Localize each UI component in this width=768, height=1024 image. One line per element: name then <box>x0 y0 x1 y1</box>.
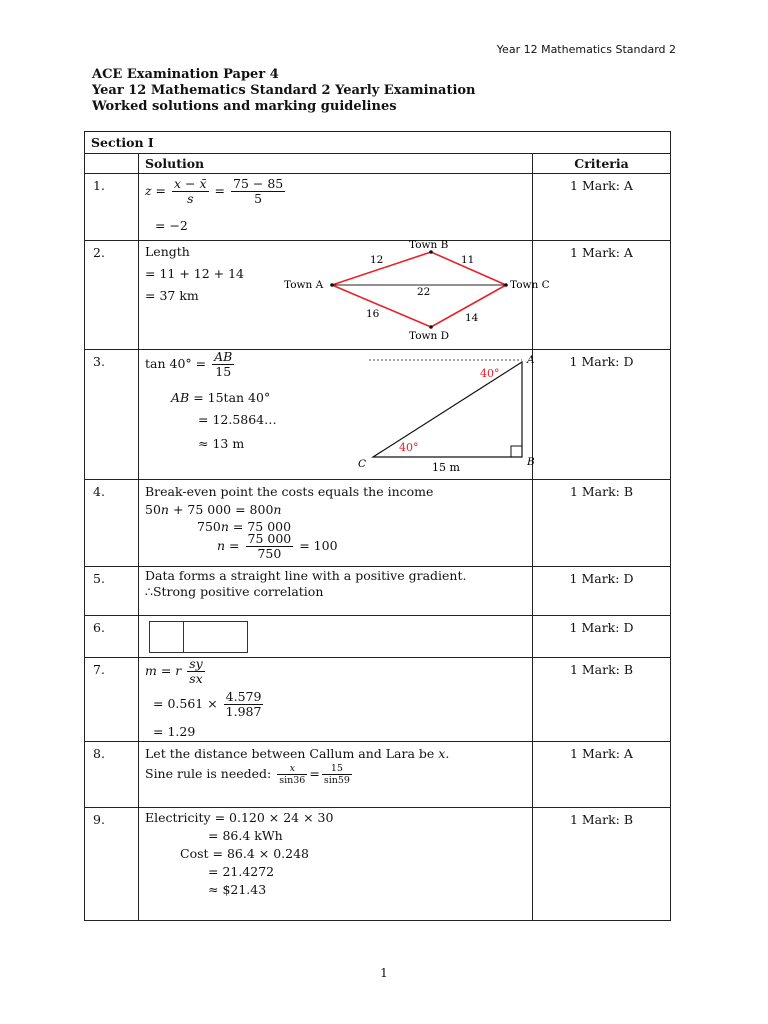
denominator: 15 <box>215 364 232 379</box>
variable-n: n <box>273 502 282 517</box>
document-heading <box>92 67 476 115</box>
solution-text: Let the distance between Callum and Lara be <box>145 746 439 761</box>
solution-line: ≈ 13 m <box>198 436 245 451</box>
table-row <box>85 480 671 567</box>
running-header: Year 12 Mathematics Standard 2 <box>496 43 676 56</box>
right-angle-marker <box>511 446 522 457</box>
edge-bc-label: 11 <box>461 254 475 266</box>
answer-image-frame <box>149 621 248 653</box>
table-header-row <box>85 154 671 174</box>
table-row <box>85 742 671 808</box>
criteria-cell: 1 Mark: A <box>533 241 671 350</box>
edge-ad-label: 16 <box>366 308 380 320</box>
criteria-cell: 1 Mark: B <box>533 808 671 921</box>
criteria-cell: 1 Mark: D <box>533 350 671 480</box>
table-row <box>85 616 671 658</box>
solution-cell <box>139 742 533 808</box>
solutions-table <box>84 131 671 921</box>
gradient-lhs: m = r <box>145 663 182 678</box>
variable-n: n <box>220 519 229 534</box>
solution-text: 750 <box>197 519 221 534</box>
solution-text: + 75 000 = 800 <box>168 502 274 517</box>
solution-line: = 37 km <box>145 288 199 303</box>
variable-x: x <box>438 746 446 761</box>
fraction <box>187 657 204 686</box>
denominator: s <box>187 191 194 206</box>
question-number: 1. <box>85 174 139 241</box>
criteria-cell: 1 Mark: B <box>533 658 671 742</box>
table-row <box>85 808 671 921</box>
fraction <box>322 763 352 786</box>
question-number: 2. <box>85 241 139 350</box>
town-a-label: Town A <box>284 279 324 291</box>
solution-line: Length <box>145 244 190 259</box>
table-row <box>85 174 671 241</box>
numerator: 75 000 <box>247 531 292 546</box>
frame-divider <box>183 622 184 652</box>
ab-symbol: AB <box>171 390 190 405</box>
town-c-label: Town C <box>510 279 550 291</box>
solution-cell <box>139 480 533 567</box>
solution-cell <box>139 239 550 350</box>
vertex-d <box>429 325 433 329</box>
fraction <box>246 532 294 561</box>
solution-text: Sine rule is needed: <box>145 766 272 781</box>
denominator: 750 <box>257 546 282 561</box>
heading-line-3: Worked solutions and marking guidelines <box>92 99 397 114</box>
town-b-label: Town B <box>409 239 449 251</box>
solution-line: = 11 + 12 + 14 <box>145 266 245 281</box>
solution-line <box>153 690 265 719</box>
solution-line: = 21.4272 <box>208 864 275 879</box>
gradient-equation <box>145 657 207 686</box>
solution-cell <box>139 616 533 658</box>
numerator: x − x̄ <box>174 176 207 191</box>
z-score-equation <box>145 177 287 206</box>
solution-line: ≈ $21.43 <box>208 882 267 897</box>
solution-line: Electricity = 0.120 × 24 × 30 <box>145 810 334 825</box>
equals-sign: = <box>225 538 240 553</box>
criteria-cell: 1 Mark: B <box>533 480 671 567</box>
header-number-cell <box>85 154 139 174</box>
header-solution <box>139 154 533 174</box>
solution-line: Cost = 86.4 × 0.248 <box>180 846 309 861</box>
town-d-label: Town D <box>409 330 450 342</box>
numerator: 15 <box>322 763 352 775</box>
numerator: x <box>277 763 307 775</box>
question-number: 5. <box>85 567 139 616</box>
vertex-a-label: A <box>527 354 535 366</box>
towns-network-diagram <box>281 239 550 347</box>
solution-text: = 0.561 × <box>153 696 218 711</box>
solution-cell <box>139 350 533 480</box>
solution-line <box>145 502 281 517</box>
solution-cell <box>139 567 533 616</box>
heading-line-2: Year 12 Mathematics Standard 2 Yearly Examination <box>92 83 476 98</box>
solution-line <box>145 746 449 761</box>
numerator: 4.579 <box>225 689 262 704</box>
denominator: sin59 <box>323 775 350 786</box>
angle-of-elevation-label: 40° <box>399 441 419 454</box>
criteria-cell: 1 Mark: D <box>533 616 671 658</box>
denominator: sin36 <box>279 775 306 786</box>
numerator: 75 − 85 <box>233 176 284 191</box>
base-length-label: 15 m <box>432 461 460 474</box>
solution-cell <box>139 808 533 921</box>
solution-line: ∴Strong positive correlation <box>145 584 324 599</box>
solution-line: = 1.29 <box>153 724 196 739</box>
vertex-a <box>330 283 334 287</box>
section-title-row <box>85 132 671 154</box>
question-number: 6. <box>85 616 139 658</box>
page-number: 1 <box>380 966 388 980</box>
tan-equation <box>145 350 236 379</box>
equals-sign: = <box>309 766 320 781</box>
vertex-c <box>504 283 508 287</box>
question-number: 4. <box>85 480 139 567</box>
angle-of-depression-label: 40° <box>480 367 500 380</box>
triangle-shape <box>373 362 522 457</box>
denominator: 1.987 <box>225 704 262 719</box>
tan-lhs: tan 40° = <box>145 356 207 371</box>
solution-cell <box>139 174 533 241</box>
right-triangle-diagram <box>354 350 535 478</box>
fraction <box>224 690 264 719</box>
question-number: 7. <box>85 658 139 742</box>
equals-sign: = <box>214 183 226 198</box>
solution-text: = 15tan 40° <box>193 390 271 405</box>
variable-n: n <box>217 538 226 553</box>
vertex-c-label: C <box>358 458 367 470</box>
header-solution-label: Solution <box>145 156 205 171</box>
question-number: 8. <box>85 742 139 808</box>
fraction <box>212 350 234 379</box>
sine-rule-line <box>145 763 354 786</box>
question-number: 3. <box>85 350 139 480</box>
fraction <box>277 763 307 786</box>
z-lhs: z = <box>145 183 167 198</box>
criteria-cell: 1 Mark: A <box>533 742 671 808</box>
denominator: 5 <box>254 191 263 206</box>
z-score-result: = −2 <box>155 218 188 233</box>
question-number: 9. <box>85 808 139 921</box>
solution-line: Break-even point the costs equals the income <box>145 484 434 499</box>
solution-text: 50 <box>145 502 161 517</box>
table-row <box>85 350 671 480</box>
table-row <box>85 567 671 616</box>
solution-line <box>171 390 270 405</box>
header-criteria: Criteria <box>533 154 671 174</box>
edge-ab-label: 12 <box>370 254 384 266</box>
table-row <box>85 658 671 742</box>
solution-text: . <box>445 746 450 761</box>
criteria-cell: 1 Mark: D <box>533 567 671 616</box>
vertex-b-label: B <box>527 456 535 468</box>
fraction <box>172 177 209 206</box>
solution-text: = 75 000 <box>228 519 292 534</box>
criteria-cell: 1 Mark: A <box>533 174 671 241</box>
denominator: sx <box>189 671 203 686</box>
solution-cell <box>139 658 533 742</box>
solution-line: = 12.5864… <box>198 412 277 427</box>
numerator: sy <box>189 656 203 671</box>
edge-dc-label: 14 <box>465 312 479 324</box>
fraction <box>231 177 285 206</box>
solution-line: Data forms a straight line with a positive gradient. <box>145 568 467 583</box>
variable-n: n <box>160 502 169 517</box>
solution-line <box>217 532 338 561</box>
heading-line-1: ACE Examination Paper 4 <box>92 67 279 82</box>
solution-text: = 100 <box>299 538 338 553</box>
numerator: AB <box>214 349 233 364</box>
section-title: Section I <box>85 132 671 154</box>
table-row <box>85 241 671 350</box>
solution-line: = 86.4 kWh <box>208 828 283 843</box>
edge-ac-label: 22 <box>417 286 431 298</box>
